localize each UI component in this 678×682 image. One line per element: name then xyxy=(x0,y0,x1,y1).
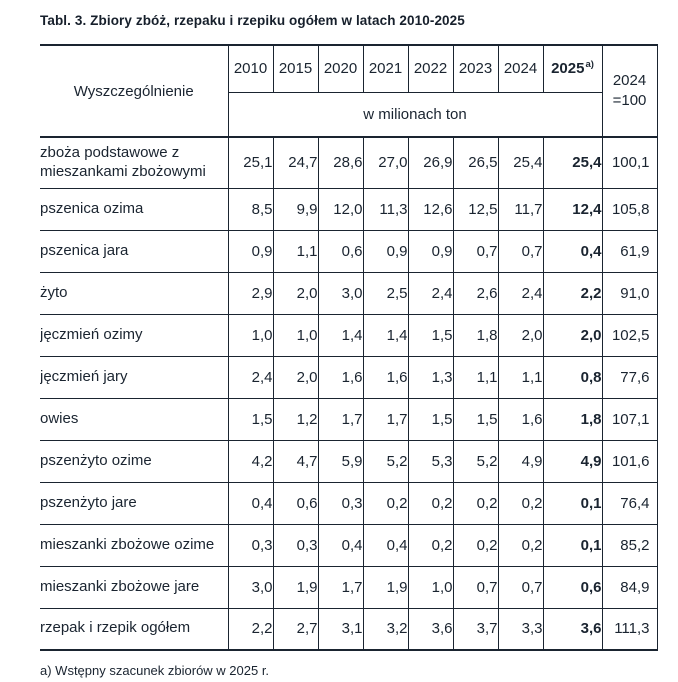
value-cell: 0,2 xyxy=(498,524,543,566)
value-cell: 0,4 xyxy=(228,482,273,524)
table-row xyxy=(40,272,657,314)
table-title: Tabl. 3. Zbiory zbóż, rzepaku i rzepiku ogółem w latach 2010-2025 xyxy=(40,13,465,28)
value-cell: 2,2 xyxy=(228,608,273,650)
value-cell: 0,2 xyxy=(453,482,498,524)
value-cell-2025: 2,0 xyxy=(543,314,602,356)
row-label: owies xyxy=(40,398,228,440)
value-cell: 3,3 xyxy=(498,608,543,650)
column-header-2022: 2022 xyxy=(408,45,453,92)
value-cell: 0,7 xyxy=(453,566,498,608)
index-value-cell: 85,2 xyxy=(602,524,657,566)
value-cell: 1,6 xyxy=(498,398,543,440)
table-row xyxy=(40,608,657,650)
value-cell-2025: 0,1 xyxy=(543,524,602,566)
value-cell: 1,8 xyxy=(453,314,498,356)
value-cell: 1,5 xyxy=(228,398,273,440)
row-label: pszenica jara xyxy=(40,230,228,272)
value-cell: 0,2 xyxy=(363,482,408,524)
value-cell: 0,9 xyxy=(228,230,273,272)
table-body xyxy=(40,137,657,650)
value-cell: 0,6 xyxy=(318,230,363,272)
index-value-cell: 84,9 xyxy=(602,566,657,608)
value-cell: 1,3 xyxy=(408,356,453,398)
table-row xyxy=(40,314,657,356)
row-label: zboża podstawowe z mieszankami zbożowymi xyxy=(40,137,228,188)
value-cell: 4,9 xyxy=(498,440,543,482)
value-cell: 1,6 xyxy=(363,356,408,398)
value-cell: 0,4 xyxy=(318,524,363,566)
column-header-2020: 2020 xyxy=(318,45,363,92)
value-cell: 1,7 xyxy=(318,566,363,608)
value-cell: 1,4 xyxy=(318,314,363,356)
value-cell: 3,1 xyxy=(318,608,363,650)
column-header-2015: 2015 xyxy=(273,45,318,92)
column-header-2024: 2024 xyxy=(498,45,543,92)
value-cell: 0,4 xyxy=(363,524,408,566)
year-2025-label: 2025 xyxy=(551,60,585,78)
index-value-cell: 107,1 xyxy=(602,398,657,440)
value-cell-2025: 0,1 xyxy=(543,482,602,524)
value-cell: 2,5 xyxy=(363,272,408,314)
value-cell-2025: 4,9 xyxy=(543,440,602,482)
value-cell: 1,4 xyxy=(363,314,408,356)
value-cell: 2,0 xyxy=(498,314,543,356)
value-cell: 0,6 xyxy=(273,482,318,524)
value-cell: 5,9 xyxy=(318,440,363,482)
index-header-line1: 2024 xyxy=(612,71,647,89)
value-cell: 1,7 xyxy=(363,398,408,440)
index-value-cell: 61,9 xyxy=(602,230,657,272)
value-cell: 11,7 xyxy=(498,188,543,230)
value-cell: 0,3 xyxy=(228,524,273,566)
value-cell: 3,6 xyxy=(408,608,453,650)
footnote-marker: a) xyxy=(585,59,594,71)
row-label: jęczmień ozimy xyxy=(40,314,228,356)
value-cell: 2,9 xyxy=(228,272,273,314)
row-label: mieszanki zbożowe ozime xyxy=(40,524,228,566)
value-cell: 1,9 xyxy=(363,566,408,608)
value-cell: 28,6 xyxy=(318,137,363,188)
footnote-text: a) Wstępny szacunek zbiorów w 2025 r. xyxy=(40,663,270,678)
value-cell: 26,9 xyxy=(408,137,453,188)
table-row xyxy=(40,137,657,188)
index-column-header xyxy=(602,45,657,137)
value-cell: 8,5 xyxy=(228,188,273,230)
value-cell: 26,5 xyxy=(453,137,498,188)
value-cell: 0,3 xyxy=(318,482,363,524)
column-header-2010: 2010 xyxy=(228,45,273,92)
value-cell-2025: 0,4 xyxy=(543,230,602,272)
value-cell-2025: 25,4 xyxy=(543,137,602,188)
value-cell: 4,7 xyxy=(273,440,318,482)
column-header-2021: 2021 xyxy=(363,45,408,92)
value-cell-2025: 0,8 xyxy=(543,356,602,398)
value-cell-2025: 0,6 xyxy=(543,566,602,608)
value-cell: 5,2 xyxy=(453,440,498,482)
value-cell: 1,0 xyxy=(273,314,318,356)
value-cell: 2,0 xyxy=(273,272,318,314)
row-label: jęczmień jary xyxy=(40,356,228,398)
value-cell-2025: 2,2 xyxy=(543,272,602,314)
value-cell: 0,2 xyxy=(453,524,498,566)
table-row xyxy=(40,524,657,566)
index-value-cell: 77,6 xyxy=(602,356,657,398)
value-cell: 1,7 xyxy=(318,398,363,440)
table-row xyxy=(40,398,657,440)
row-label: pszenica ozima xyxy=(40,188,228,230)
index-value-cell: 100,1 xyxy=(602,137,657,188)
index-value-cell: 105,8 xyxy=(602,188,657,230)
value-cell: 1,0 xyxy=(228,314,273,356)
value-cell: 0,2 xyxy=(408,524,453,566)
column-header-2023: 2023 xyxy=(453,45,498,92)
value-cell-2025: 3,6 xyxy=(543,608,602,650)
value-cell: 2,7 xyxy=(273,608,318,650)
index-header-line2: =100 xyxy=(612,92,647,109)
value-cell: 0,7 xyxy=(498,230,543,272)
index-value-cell: 91,0 xyxy=(602,272,657,314)
value-cell: 2,4 xyxy=(228,356,273,398)
row-label: pszenżyto jare xyxy=(40,482,228,524)
row-label: żyto xyxy=(40,272,228,314)
value-cell: 5,2 xyxy=(363,440,408,482)
value-cell: 25,4 xyxy=(498,137,543,188)
table-row xyxy=(40,566,657,608)
value-cell: 0,2 xyxy=(408,482,453,524)
value-cell: 3,2 xyxy=(363,608,408,650)
value-cell: 1,9 xyxy=(273,566,318,608)
value-cell: 5,3 xyxy=(408,440,453,482)
row-label: mieszanki zbożowe jare xyxy=(40,566,228,608)
value-cell: 9,9 xyxy=(273,188,318,230)
value-cell: 2,4 xyxy=(408,272,453,314)
value-cell: 1,5 xyxy=(453,398,498,440)
value-cell: 24,7 xyxy=(273,137,318,188)
value-cell: 2,4 xyxy=(498,272,543,314)
value-cell-2025: 12,4 xyxy=(543,188,602,230)
value-cell: 12,6 xyxy=(408,188,453,230)
table-row xyxy=(40,188,657,230)
value-cell: 1,1 xyxy=(498,356,543,398)
index-value-cell: 102,5 xyxy=(602,314,657,356)
value-cell: 12,5 xyxy=(453,188,498,230)
index-value-cell: 76,4 xyxy=(602,482,657,524)
value-cell: 4,2 xyxy=(228,440,273,482)
value-cell-2025: 1,8 xyxy=(543,398,602,440)
value-cell: 0,9 xyxy=(408,230,453,272)
value-cell: 1,0 xyxy=(408,566,453,608)
index-value-cell: 101,6 xyxy=(602,440,657,482)
value-cell: 0,2 xyxy=(498,482,543,524)
value-cell: 1,1 xyxy=(273,230,318,272)
value-cell: 3,0 xyxy=(318,272,363,314)
value-cell: 12,0 xyxy=(318,188,363,230)
value-cell: 1,5 xyxy=(408,314,453,356)
value-cell: 0,7 xyxy=(453,230,498,272)
column-header-2025 xyxy=(543,45,602,92)
years-row xyxy=(40,45,657,92)
value-cell: 25,1 xyxy=(228,137,273,188)
value-cell: 2,6 xyxy=(453,272,498,314)
value-cell: 11,3 xyxy=(363,188,408,230)
value-cell: 1,6 xyxy=(318,356,363,398)
value-cell: 1,2 xyxy=(273,398,318,440)
table-header xyxy=(40,45,657,137)
harvest-table xyxy=(40,44,658,651)
value-cell: 0,3 xyxy=(273,524,318,566)
table-row xyxy=(40,356,657,398)
index-value-cell: 111,3 xyxy=(602,608,657,650)
stub-header: Wyszczególnienie xyxy=(40,45,228,137)
value-cell: 1,1 xyxy=(453,356,498,398)
unit-header: w milionach ton xyxy=(228,92,602,137)
value-cell: 27,0 xyxy=(363,137,408,188)
value-cell: 3,7 xyxy=(453,608,498,650)
value-cell: 0,7 xyxy=(498,566,543,608)
table-row xyxy=(40,230,657,272)
row-label: rzepak i rzepik ogółem xyxy=(40,608,228,650)
value-cell: 1,5 xyxy=(408,398,453,440)
row-label: pszenżyto ozime xyxy=(40,440,228,482)
table-row xyxy=(40,440,657,482)
value-cell: 3,0 xyxy=(228,566,273,608)
table-row xyxy=(40,482,657,524)
value-cell: 0,9 xyxy=(363,230,408,272)
value-cell: 2,0 xyxy=(273,356,318,398)
